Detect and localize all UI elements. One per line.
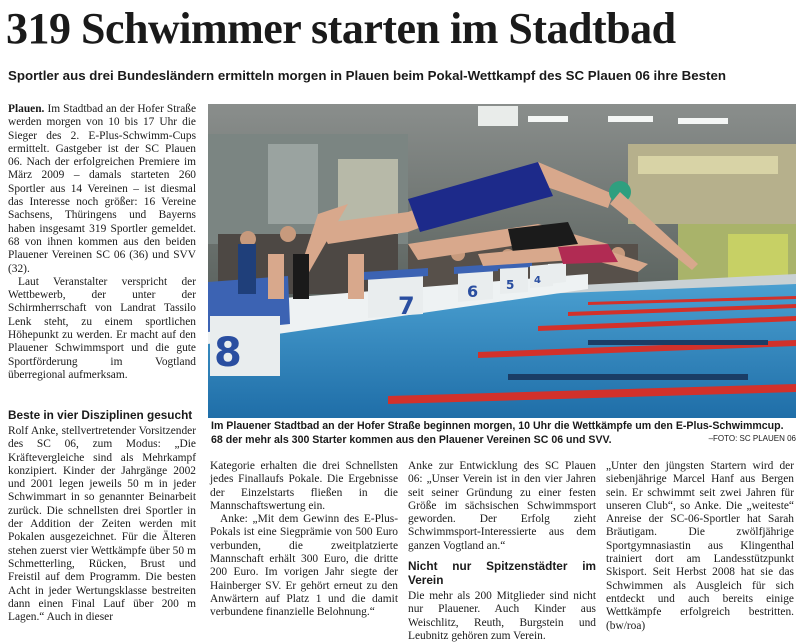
pool-start-illustration	[208, 104, 796, 418]
paragraph: Laut Veranstalter verspricht der Wettbewerb, der unter der Schirmherrschaft von Landrat Tassilo Lenk steht, zu einem sportlichen Höhepunkt zu werden. Er macht auf den Plauener Schwimmsport und die gute Sportförderung im Vogtland überregional aufmerksam.	[8, 275, 196, 381]
subline: Sportler aus drei Bundesländern ermitteln morgen in Plauen beim Pokal-Wettkampf des SC Plauen 06 ihre Besten	[8, 68, 726, 83]
article-column-1	[8, 103, 196, 403]
block-number: 4	[534, 275, 541, 286]
paragraph: Im Stadtbad an der Hofer Straße werden morgen von 10 bis 17 Uhr die Sieger des 2. E-Plus-Schwimm-Cups ermittelt. Gastgeber ist der SC Plauen 06. Nach der erfolgreichen Premiere im März 2009 – damals starteten 260 Sportler aus 14 Vereinen – ist diesmal das Interesse noch größer: 16 Vereine Sachsens, Thüringens und Bayerns haben insgesamt 319 Sportler gemeldet. 68 von ihnen kommen aus den beiden Plauener Vereinen SC 06 (36) und SVV (32).	[8, 103, 196, 275]
paragraph: Anke zur Entwicklung des SC Plauen 06: „Unser Verein ist in den vier Jahren seit seiner Gründung zu einer festen Größe im sächsischen Schwimmsport geworden. Der Erfolg zieht Schwimmsport-Interessierte aus dem ganzen Vogtland an.“	[408, 460, 596, 552]
article-column-3	[408, 460, 596, 642]
block-number: 7	[398, 292, 415, 320]
article-column-1-lower	[8, 402, 196, 635]
paragraph: Kategorie erhalten die drei Schnellsten jedes Finallaufs Pokale. Die Ergebnisse der Einzelstarts fließen in die Mannschaftswertung ein.	[210, 460, 398, 512]
paragraph: Die mehr als 200 Mitglieder sind nicht nur Plauener. Auch Kinder aus Weischlitz, Reuth, Burgstein und Leubnitz gehören zum Verein.	[408, 590, 596, 642]
subheading: Beste in vier Disziplinen gesucht	[8, 408, 193, 422]
photo-credit: –FOTO: SC PLAUEN 06	[708, 434, 796, 443]
paragraph: „Unter den jüngsten Startern wird der siebenjährige Marcel Hanf aus Bergen sein. Er schwimmt seit zwei Jahren für unseren Club“, so Anke. Die „weiteste“ Anreise der SC-06-Sportler hat Sarah Bräutigam. Die zwölfjährige Sportgymnasiastin aus Klingenthal trainiert dort am Landesstützpunkt Skisport. Seit Herbst 2008 hat sie das Schwimmen als Ausgleich für sich entdeckt und auch bereits einige Wettkämpfe erfolgreich bestritten. (bw/roa)	[606, 460, 794, 632]
article-column-2	[210, 460, 398, 635]
dateline: Plauen.	[8, 103, 45, 115]
block-number: 6	[467, 282, 479, 301]
block-number: 5	[506, 278, 515, 292]
paragraph: Anke: „Mit dem Gewinn des E-Plus-Pokals ist eine Siegprämie von 500 Euro verbunden, die zweitplatzierte Mannschaft erhält 300 Euro, die dritte 200 Euro. Im vorigen Jahr siegte der Hainberger SV. Er gehört erneut zu den Anwärtern auf Platz 1 und die damit verbundene finanzielle Belohnung.“	[210, 513, 398, 619]
block-number: 8	[214, 330, 242, 376]
headline: 319 Schwimmer starten im Stadtbad	[6, 4, 676, 53]
photo-caption: Im Plauener Stadtbad an der Hofer Straße beginnen morgen, 10 Uhr die Wettkämpfe um den E-Plus-Schwimmcup. 68 der mehr als 300 Starter kommen aus den Plauener Vereinen SC 06 und SVV.	[211, 420, 784, 446]
subheading: Nicht nur Spitzenstädter im Verein	[408, 559, 596, 588]
swimmers-photo	[208, 104, 796, 418]
paragraph: Rolf Anke, stellvertretender Vorsitzender des SC 06, zum Modus: „Die Kräftevergleiche sind als Mehrkampf konzipiert. Kinder der Jahrgänge 2002 und 2001 legen jeweils 50 m in jeder Schwimmart in so genannter Beinarbeit zurück. Die schnellsten drei Sportler in der Addition der Zeiten werden mit Pokalen ausgezeichnet. Für die Älteren stehen zuerst vier Wettkämpfe über 50 m Schmetterling, Rücken, Brust und Freistil auf dem Programm. Die besten Acht in jeder Wertungsklasse bestreiten dann einen Final Lauf über 200 m Lagen.“ Auch in dieser	[8, 425, 196, 624]
article-column-4	[606, 460, 794, 635]
